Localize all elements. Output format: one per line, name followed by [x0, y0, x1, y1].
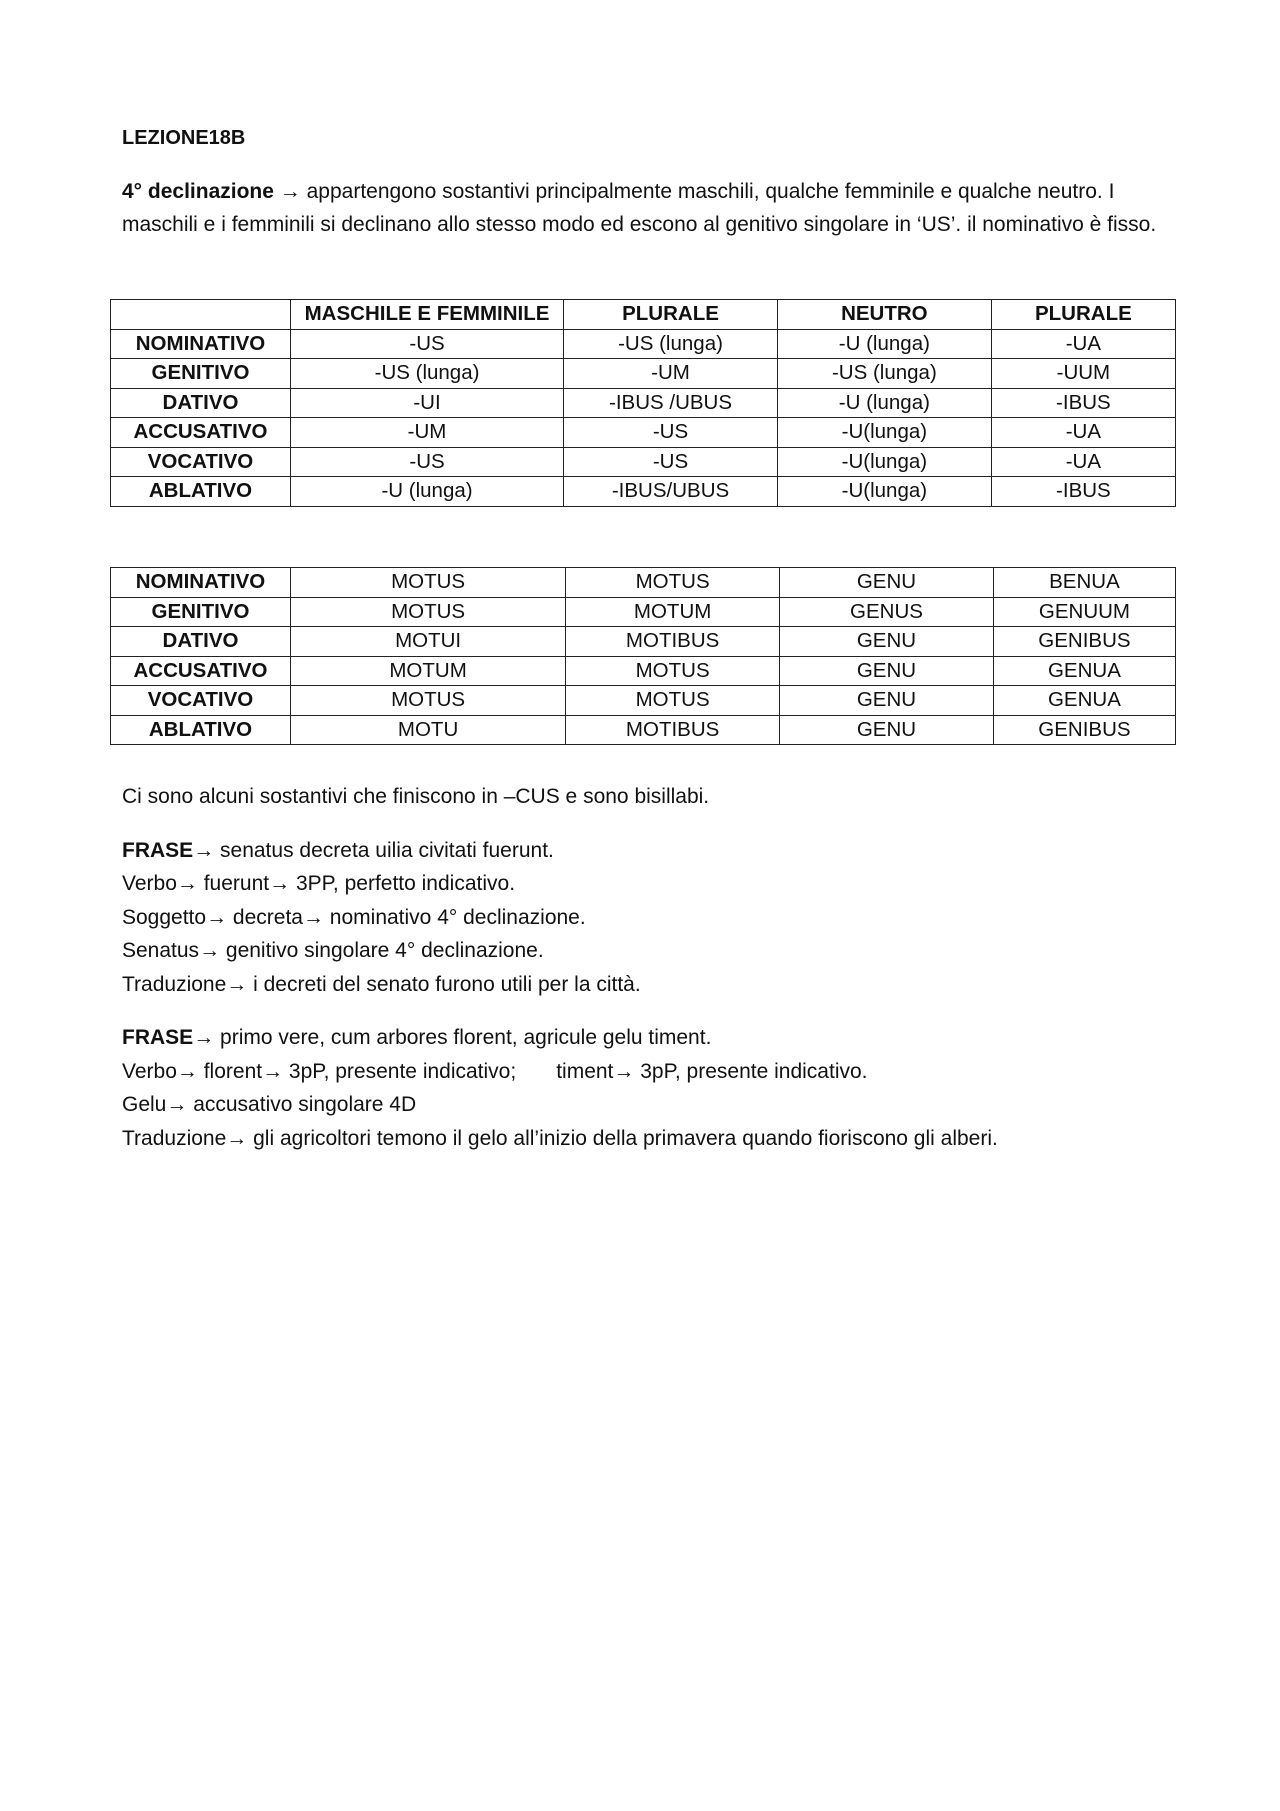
case-label-cell: NOMINATIVO	[111, 568, 291, 598]
examples-row	[111, 656, 1176, 686]
verbo-analysis: 3pP, presente indicativo;	[283, 1059, 517, 1083]
case-label-cell: ABLATIVO	[111, 715, 291, 745]
table-cell: MOTUS	[566, 686, 780, 716]
endings-body	[111, 329, 1176, 506]
verbo-word-2: timent	[556, 1059, 614, 1083]
case-label-cell: GENITIVO	[111, 597, 291, 627]
table-cell: -UA	[991, 447, 1175, 477]
endings-row	[111, 359, 1176, 389]
frase2-label: FRASE	[122, 1026, 194, 1049]
table-cell: -US (lunga)	[564, 329, 778, 359]
analysis-part: nominativo 4° declinazione.	[323, 905, 586, 929]
endings-row	[111, 388, 1176, 418]
verbo-analysis-2: 3pP, presente indicativo.	[634, 1059, 868, 1083]
traduzione-label: Traduzione	[122, 1126, 227, 1150]
endings-row	[111, 329, 1176, 359]
examples-row	[111, 627, 1176, 657]
examples-row	[111, 568, 1176, 598]
analysis-line	[122, 867, 1182, 901]
table-cell: -US	[290, 447, 563, 477]
examples-table	[110, 567, 1176, 745]
analysis-label: Senatus	[122, 939, 200, 962]
table-cell: -IBUS /UBUS	[564, 388, 778, 418]
endings-header-cell	[111, 300, 291, 330]
endings-header-cell: PLURALE	[564, 300, 778, 330]
frase1-line	[122, 834, 1182, 868]
table-cell: MOTU	[290, 715, 565, 745]
table-cell: -U (lunga)	[777, 388, 991, 418]
frase2-line	[122, 1021, 1182, 1055]
arrow-icon: →	[226, 972, 248, 996]
table-cell: MOTUS	[566, 568, 780, 598]
frase2-text: primo vere, cum arbores florent, agricule gelu timent.	[214, 1026, 712, 1049]
arrow-icon: →	[193, 1026, 215, 1049]
document-header	[122, 122, 1182, 260]
table-cell: MOTUS	[290, 568, 565, 598]
table-cell: -IBUS	[991, 477, 1175, 507]
endings-header-row	[111, 300, 1176, 330]
frase1-label: FRASE	[122, 838, 194, 862]
table-cell: GENUA	[993, 686, 1175, 716]
endings-header-cell: MASCHILE E FEMMINILE	[290, 300, 563, 330]
arrow-icon: →	[279, 179, 301, 203]
table-cell: -U (lunga)	[777, 329, 991, 359]
verbo-word: florent	[197, 1059, 263, 1083]
case-label-cell: ABLATIVO	[111, 477, 291, 507]
case-label-cell: VOCATIVO	[111, 686, 291, 716]
table-cell: MOTIBUS	[566, 715, 780, 745]
table-cell: -U(lunga)	[777, 447, 991, 477]
table-cell: -IBUS	[991, 388, 1175, 418]
frase2-verbo-line	[122, 1055, 1182, 1089]
analysis-line	[122, 934, 1182, 968]
table-cell: -U(lunga)	[777, 418, 991, 448]
arrow-icon: →	[302, 905, 324, 929]
arrow-icon: →	[269, 872, 291, 895]
analysis-part: i decreti del senato furono utili per la città.	[247, 972, 641, 996]
table-cell: -US	[564, 418, 778, 448]
table-cell: BENUA	[993, 568, 1175, 598]
examples-row	[111, 686, 1176, 716]
table-cell: MOTUM	[290, 656, 565, 686]
arrow-icon: →	[199, 939, 221, 962]
case-label-cell: ACCUSATIVO	[111, 418, 291, 448]
arrow-icon: →	[206, 905, 228, 929]
examples-row	[111, 597, 1176, 627]
table-cell: -US (lunga)	[777, 359, 991, 389]
table-cell: -UM	[564, 359, 778, 389]
verbo-label: Verbo	[122, 1059, 177, 1083]
lesson-title: LEZIONE18B	[122, 127, 246, 149]
analysis-part: 3PP, perfetto indicativo.	[290, 872, 516, 895]
frase2-gelu-line	[122, 1088, 1182, 1122]
note-paragraph: Ci sono alcuni sostantivi che finiscono in –CUS e sono bisillabi.	[122, 785, 710, 808]
table-cell: -UI	[290, 388, 563, 418]
table-cell: -U(lunga)	[777, 477, 991, 507]
table-cell: -UUM	[991, 359, 1175, 389]
endings-row	[111, 447, 1176, 477]
table-cell: GENIBUS	[993, 627, 1175, 657]
analysis-part: genitivo singolare 4° declinazione.	[220, 939, 544, 962]
gelu-label: Gelu	[122, 1093, 167, 1116]
table-cell: MOTUM	[566, 597, 780, 627]
notes-section	[122, 780, 1182, 1155]
endings-table	[110, 299, 1176, 507]
table-cell: -UM	[290, 418, 563, 448]
table-cell: -IBUS/UBUS	[564, 477, 778, 507]
table-cell: GENU	[780, 715, 994, 745]
arrow-icon: →	[193, 838, 215, 862]
examples-body	[111, 568, 1176, 745]
table-cell: GENUS	[780, 597, 994, 627]
endings-header-cell: NEUTRO	[777, 300, 991, 330]
traduzione-text: gli agricoltori temono il gelo all’inizio della primavera quando fioriscono gli alberi.	[247, 1126, 998, 1150]
intro-paragraph	[122, 175, 1182, 242]
arrow-icon: →	[166, 1093, 188, 1116]
table-cell: MOTUI	[290, 627, 565, 657]
case-label-cell: ACCUSATIVO	[111, 656, 291, 686]
table-cell: GENU	[780, 686, 994, 716]
analysis-label: Soggetto	[122, 905, 207, 929]
table-cell: MOTUS	[566, 656, 780, 686]
table-cell: GENUUM	[993, 597, 1175, 627]
table-cell: GENU	[780, 656, 994, 686]
intro-bold: 4° declinazione	[122, 179, 274, 203]
table-cell: MOTIBUS	[566, 627, 780, 657]
analysis-part: fuerunt	[197, 872, 270, 895]
table-cell: MOTUS	[290, 597, 565, 627]
table-cell: -US (lunga)	[290, 359, 563, 389]
arrow-icon: →	[262, 1059, 284, 1083]
analysis-part: decreta	[227, 905, 303, 929]
analysis-line	[122, 968, 1182, 1002]
table-cell: GENIBUS	[993, 715, 1175, 745]
table-cell: -US	[290, 329, 563, 359]
case-label-cell: DATIVO	[111, 627, 291, 657]
arrow-icon: →	[226, 1126, 248, 1150]
table-cell: -UA	[991, 329, 1175, 359]
table-cell: MOTUS	[290, 686, 565, 716]
intro-text: appartengono sostantivi principalmente maschili, qualche femminile e qualche neutro. I maschili e i femminili si declinano allo stesso modo ed escono al genitivo singolare in ‘US’. il nominativo è fisso.	[122, 179, 1157, 236]
analysis-label: Traduzione	[122, 972, 227, 996]
endings-header-cell: PLURALE	[991, 300, 1175, 330]
case-label-cell: NOMINATIVO	[111, 329, 291, 359]
case-label-cell: DATIVO	[111, 388, 291, 418]
frase2-traduzione-line	[122, 1122, 1182, 1156]
examples-row	[111, 715, 1176, 745]
arrow-icon: →	[176, 1059, 198, 1083]
gelu-analysis: accusativo singolare 4D	[187, 1093, 417, 1116]
case-label-cell: GENITIVO	[111, 359, 291, 389]
table-cell: -UA	[991, 418, 1175, 448]
table-cell: GENU	[780, 568, 994, 598]
table-cell: -US	[564, 447, 778, 477]
arrow-icon: →	[176, 872, 198, 895]
frase1-analysis	[122, 867, 1182, 1001]
frase1-text: senatus decreta uilia civitati fuerunt.	[214, 838, 554, 862]
table-cell: -U (lunga)	[290, 477, 563, 507]
case-label-cell: VOCATIVO	[111, 447, 291, 477]
arrow-icon: →	[613, 1059, 635, 1083]
table-cell: GENUA	[993, 656, 1175, 686]
analysis-label: Verbo	[122, 872, 177, 895]
endings-row	[111, 418, 1176, 448]
table-cell: GENU	[780, 627, 994, 657]
analysis-line	[122, 901, 1182, 935]
endings-row	[111, 477, 1176, 507]
